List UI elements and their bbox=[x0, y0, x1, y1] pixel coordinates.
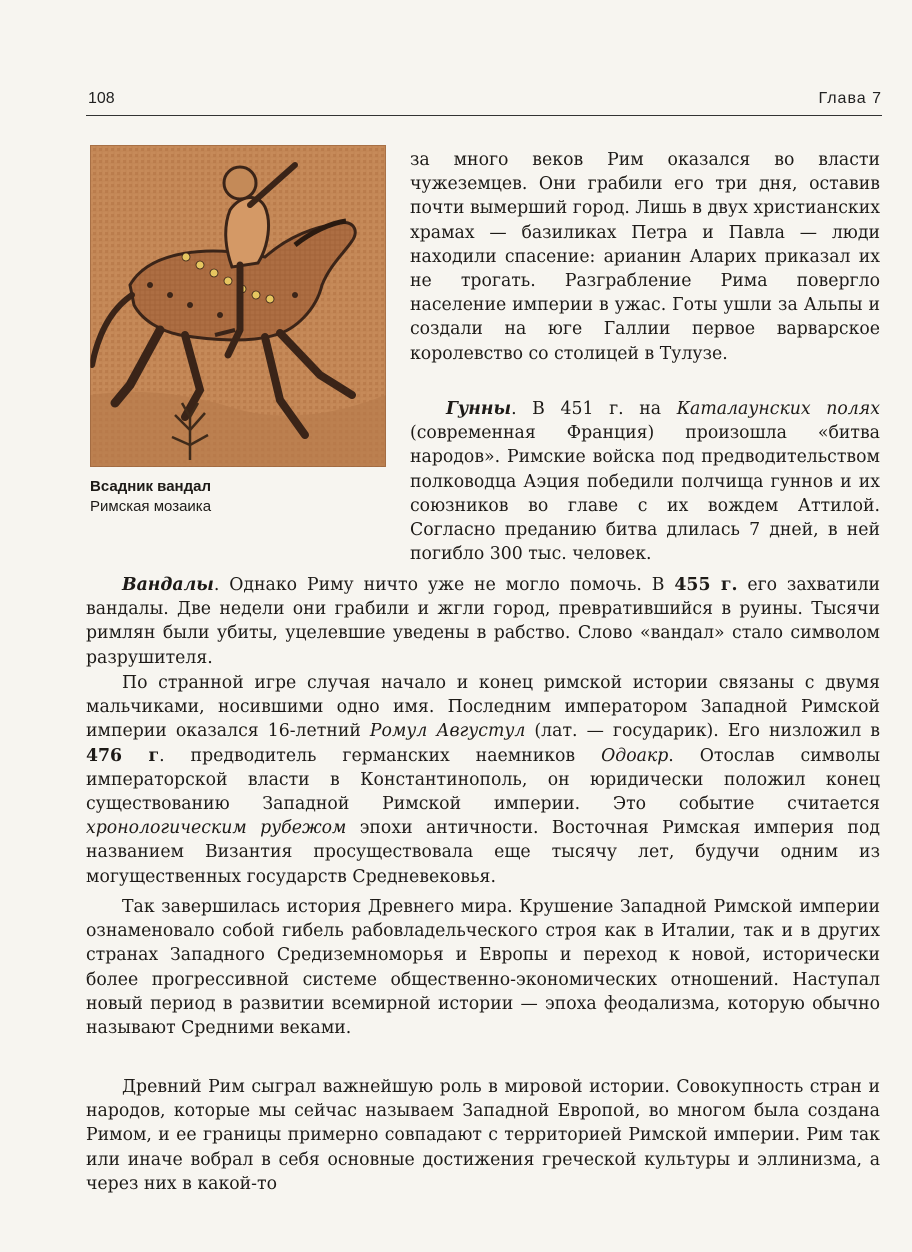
mosaic-image bbox=[90, 145, 386, 467]
emphasis-run: 476 г bbox=[86, 745, 160, 766]
text-run: за много веков Рим оказался во власти чужеземцев. Они грабили его три дня, оставив почти вымерший город. Лишь в двух христианских храмах — базиликах Петра и Павла — люди находили спасение: арианин Аларих приказал их не трогать. Разграбление Рима повергло население империи в ужас. Готы ушли за Альпы и создали на юге Галлии первое варварское королевство со столицей в Тулузе. bbox=[410, 150, 880, 364]
text-run: . Отослав символы императорской власти в Константинополь, он юридически положил конец существованию Западной Римской империи. Это событие считается bbox=[86, 745, 880, 815]
paragraph-huns bbox=[410, 397, 880, 566]
header-rule bbox=[86, 115, 882, 116]
text-run: . Однако Риму ничто уже не могло помочь. В bbox=[213, 575, 675, 595]
text-run: Так завершилась история Древнего мира. Крушение Западной Римской империи ознаменовало собой гибель рабовладельческого строя как в Италии, так и в других странах Западного Средиземноморья и Европы и переход к новой, исторически более прогрессивной системе общественно-экономических отношений. Наступал новый период в развитии всемирной истории — эпоха феодализма, которую обычно называют Средними веками. bbox=[86, 897, 880, 1039]
chapter-title: Глава 7 bbox=[818, 90, 882, 107]
figure-caption-title: Всадник вандал bbox=[90, 478, 211, 495]
vandal-horseman-mosaic bbox=[90, 145, 386, 467]
emphasis-run: 455 г. bbox=[674, 575, 738, 595]
text-run: (лат. — государик). Его низложил в bbox=[525, 721, 880, 742]
emphasis-run: Гунны bbox=[446, 399, 512, 419]
paragraph-legacy-of-rome bbox=[86, 1075, 880, 1196]
emphasis-run: хронологическим рубежом bbox=[86, 818, 347, 839]
emphasis-run: Каталаунских полях bbox=[676, 399, 880, 419]
text-run: эпохи античности. Восточная Римская империя под названием Византия просуществовала еще тысячу лет, будучи одним из могущественных государств Средневековья. bbox=[86, 818, 880, 887]
text-run: Древний Рим сыграл важнейшую роль в мировой истории. Совокупность стран и народов, которые мы сейчас называем Западной Европой, во многом была создана Римом, и ее границы примерно совпадают с территорией Римской империи. Рим так или иначе вобрал в себя основные достижения греческой культуры и эллинизма, а через них в какой-то bbox=[86, 1077, 880, 1194]
paragraph-alaric-sack bbox=[410, 148, 880, 366]
figure-caption-subtitle: Римская мозаика bbox=[90, 498, 212, 515]
text-run: (современная Франция) произошла «битва народов». Римские войска под предводительством полководца Аэция победили полчища гуннов и их союзников во главе с их вождем Аттилой. Согласно преданию битва длилась 7 дней, в ней погибло 300 тыс. человек. bbox=[410, 423, 880, 565]
text-run: его захватили вандалы. Две недели они грабили и жгли город, превратившийся в руины. Тысячи римлян были убиты, уцелевшие уведены в рабство. Слово «вандал» стало символом разрушителя. bbox=[86, 575, 881, 668]
emphasis-run: Ромул Августул bbox=[369, 721, 526, 742]
text-run: . В 451 г. на bbox=[511, 399, 677, 419]
paragraph-end-of-ancient-world bbox=[86, 895, 880, 1040]
emphasis-run: Одоакр bbox=[601, 745, 669, 766]
text-run: . предводитель германских наемников bbox=[159, 745, 602, 766]
paragraph-vandals bbox=[86, 573, 880, 670]
text-run: По странной игре случая начало и конец римской истории связаны с двумя мальчиками, носившими одно имя. Последним императором Западной Римской империи оказался 16-летний bbox=[86, 673, 880, 742]
paragraph-romulus-augustulus bbox=[86, 671, 880, 889]
emphasis-run: Вандалы bbox=[122, 575, 214, 595]
page-number: 108 bbox=[88, 90, 115, 107]
